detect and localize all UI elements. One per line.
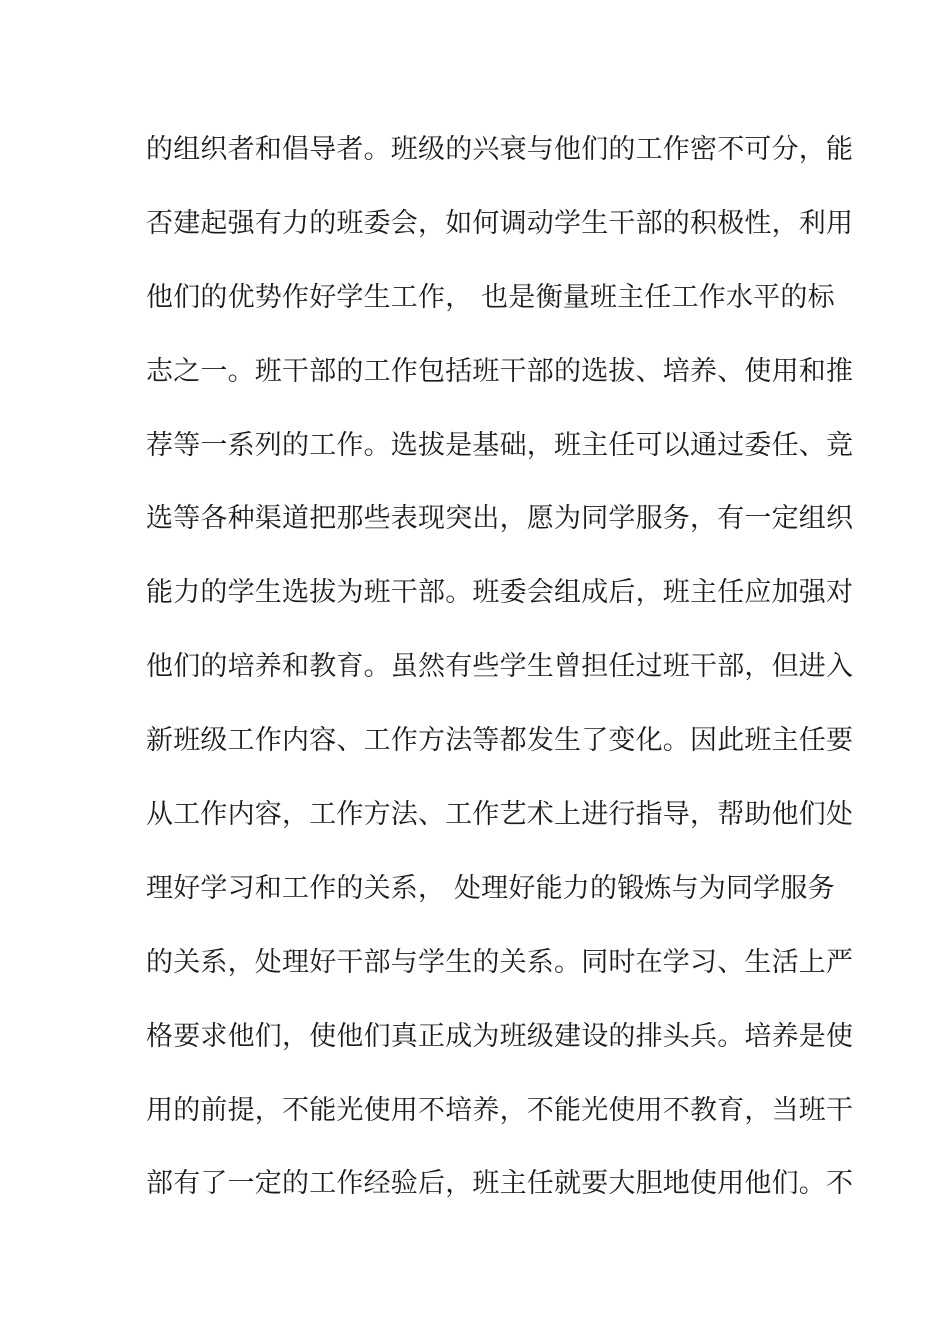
text-line: 的组织者和倡导者。班级的兴衰与他们的工作密不可分，能 <box>146 134 854 165</box>
body-paragraph <box>146 127 854 1235</box>
text-line: 理好学习和工作的关系， 处理好能力的锻炼与为同学服务 <box>146 872 835 904</box>
text-line: 的关系，处理好干部与学生的关系。同时在学习、生活上严 <box>146 946 854 978</box>
text-line: 新班级工作内容、工作方法等都发生了变化。因此班主任要 <box>146 725 854 757</box>
text-line: 他们的优势作好学生工作， 也是衡量班主任工作水平的标 <box>146 281 835 313</box>
text-line: 用的前提，不能光使用不培养，不能光使用不教育，当班干 <box>146 1094 854 1126</box>
text-line: 能力的学生选拔为班干部。班委会组成后，班主任应加强对 <box>146 577 854 609</box>
text-line: 他们的培养和教育。虽然有些学生曾担任过班干部，但进入 <box>146 651 854 683</box>
text-line: 格要求他们，使他们真正成为班级建设的排头兵。培养是使 <box>146 1020 854 1052</box>
text-line: 否建起强有力的班委会，如何调动学生干部的积极性，利用 <box>146 207 854 239</box>
text-line: 从工作内容，工作方法、工作艺术上进行指导，帮助他们处 <box>146 799 854 831</box>
text-line: 志之一。班干部的工作包括班干部的选拔、培养、使用和推 <box>146 355 854 387</box>
text-line: 选等各种渠道把那些表现突出，愿为同学服务，有一定组织 <box>146 503 854 535</box>
text-line: 荐等一系列的工作。选拔是基础，班主任可以通过委任、竞 <box>146 429 854 461</box>
text-line: 部有了一定的工作经验后，班主任就要大胆地使用他们。不 <box>146 1168 854 1200</box>
